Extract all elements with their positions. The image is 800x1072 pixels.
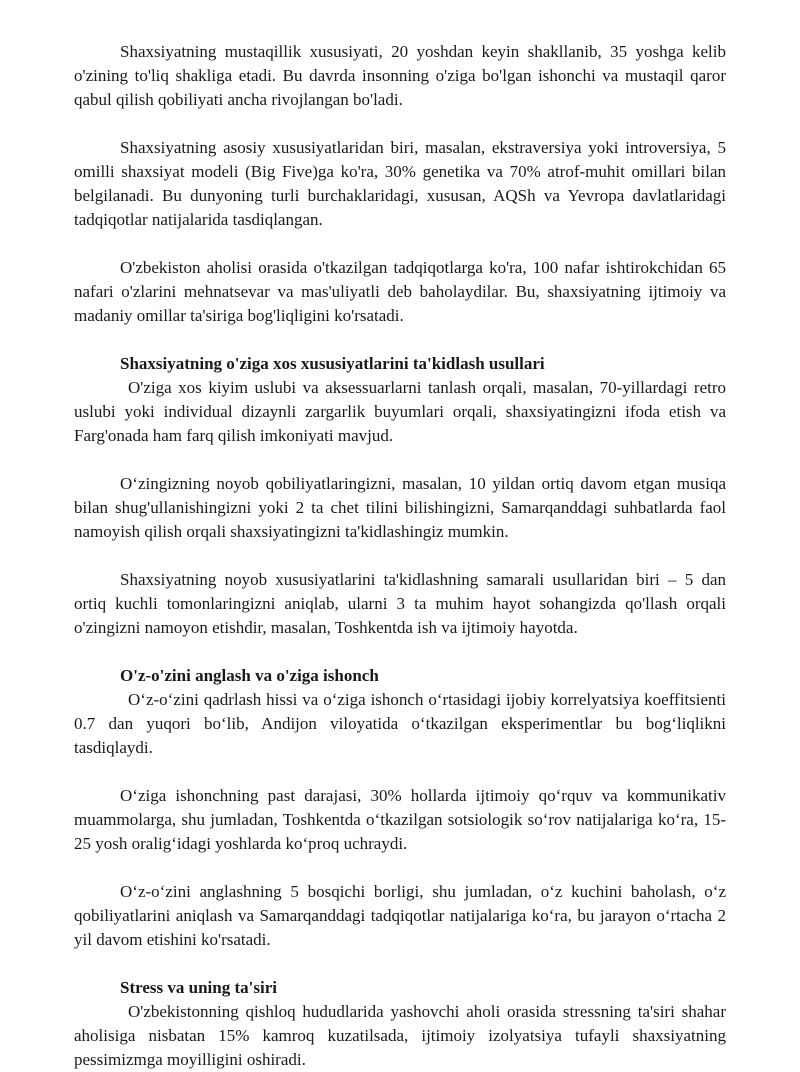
- paragraph-rural-stress: O'zbekistonning qishloq hududlarida yashovchi aholi orasida stressning ta'siri shahar aholisiga nisbatan 15% kamroq kuzatilsada, ijtimoiy izolyatsiya tufayli shaxsiyatning pessimizmga moyilligini oshiradi.: [74, 1002, 726, 1069]
- paragraph-self-esteem-correlation: O‘z-o‘zini qadrlash hissi va o‘ziga ishonch o‘rtasidagi ijobiy korrelyatsiya koeffitsienti 0.7 dan yuqori bo‘lib, Andijon viloyatida o‘tkazilgan eksperimentlar bu bog‘liqlikni tasdiqlaydi.: [74, 690, 726, 757]
- heading-self-awareness: O'z-o'zini anglash va o'ziga ishonch: [120, 666, 379, 685]
- paragraph-big-five: Shaxsiyatning asosiy xususiyatlaridan biri, masalan, ekstraversiya yoki introversiya, 5 omilli shaxsiyat modeli (Big Five)ga ko'ra, 30% genetika va 70% atrof-muhit omillari bilan belgilanadi. Bu dunyoning turli burchaklaridagi, xususan, AQSh va Yevropa davlatlaridagi tadqiqotlar natijalarida tasdiqlangan.: [74, 138, 726, 229]
- paragraph-clothing-style: O'ziga xos kiyim uslubi va aksessuarlarni tanlash orqali, masalan, 70-yillardagi retro uslubi yoki individual dizaynli zargarlik buyumlari orqali, shaxsiyatingizni ifoda etish va Farg'onada ham farq qilish imkoniyati mavjud.: [74, 378, 726, 445]
- document-page: [74, 40, 726, 1072]
- paragraph-low-confidence: O‘ziga ishonchning past darajasi, 30% hollarda ijtimoiy qo‘rquv va kommunikativ muammolarga, shu jumladan, Toshkentda o‘tkazilgan sotsiologik so‘rov natijalariga ko‘ra, 15-25 yosh oralig‘idagi yoshlarda ko‘proq uchraydi.: [74, 786, 726, 853]
- paragraph-uzbekistan-survey: O'zbekiston aholisi orasida o'tkazilgan tadqiqotlarga ko'ra, 100 nafar ishtirokchidan 65 nafari o'zlarini mehnatsevar va mas'uliyatli deb baholaydilar. Bu, shaxsiyatning ijtimoiy va madaniy omillar ta'siriga bog'liqligini ko'rsatadi.: [74, 258, 726, 325]
- paragraph-strengths: Shaxsiyatning noyob xususiyatlarini ta'kidlashning samarali usullaridan biri – 5 dan ortiq kuchli tomonlaringizni aniqlab, ularni 3 ta muhim hayot sohangizda qo'llash orqali o'zingizni namoyon etishdir, masalan, Toshkentda ish va ijtimoiy hayotda.: [74, 570, 726, 637]
- paragraph-self-awareness-stages: O‘z-o‘zini anglashning 5 bosqichi borligi, shu jumladan, o‘z kuchini baholash, o‘z qobiliyatlarini aniqlash va Samarqanddagi tadqiqotlar natijalariga ko‘ra, bu jarayon o‘rtacha 2 yil davom etishini ko'rsatadi.: [74, 882, 726, 949]
- heading-stress: Stress va uning ta'siri: [120, 978, 277, 997]
- paragraph-unique-abilities: O‘zingizning noyob qobiliyatlaringizni, masalan, 10 yildan ortiq davom etgan musiqa bilan shug'ullanishingizni yoki 2 ta chet tilini bilishingizni, Samarqanddagi suhbatlarda faol namoyish qilish orqali shaxsiyatingizni ta'kidlashingiz mumkin.: [74, 474, 726, 541]
- paragraph-independence: Shaxsiyatning mustaqillik xususiyati, 20 yoshdan keyin shakllanib, 35 yoshga kelib o'zining to'liq shakliga etadi. Bu davrda insonning o'ziga bo'lgan ishonchi va mustaqil qaror qabul qilish qobiliyati ancha rivojlangan bo'ladi.: [74, 42, 726, 109]
- heading-emphasis-methods: Shaxsiyatning o'ziga xos xususiyatlarini ta'kidlash usullari: [120, 354, 545, 373]
